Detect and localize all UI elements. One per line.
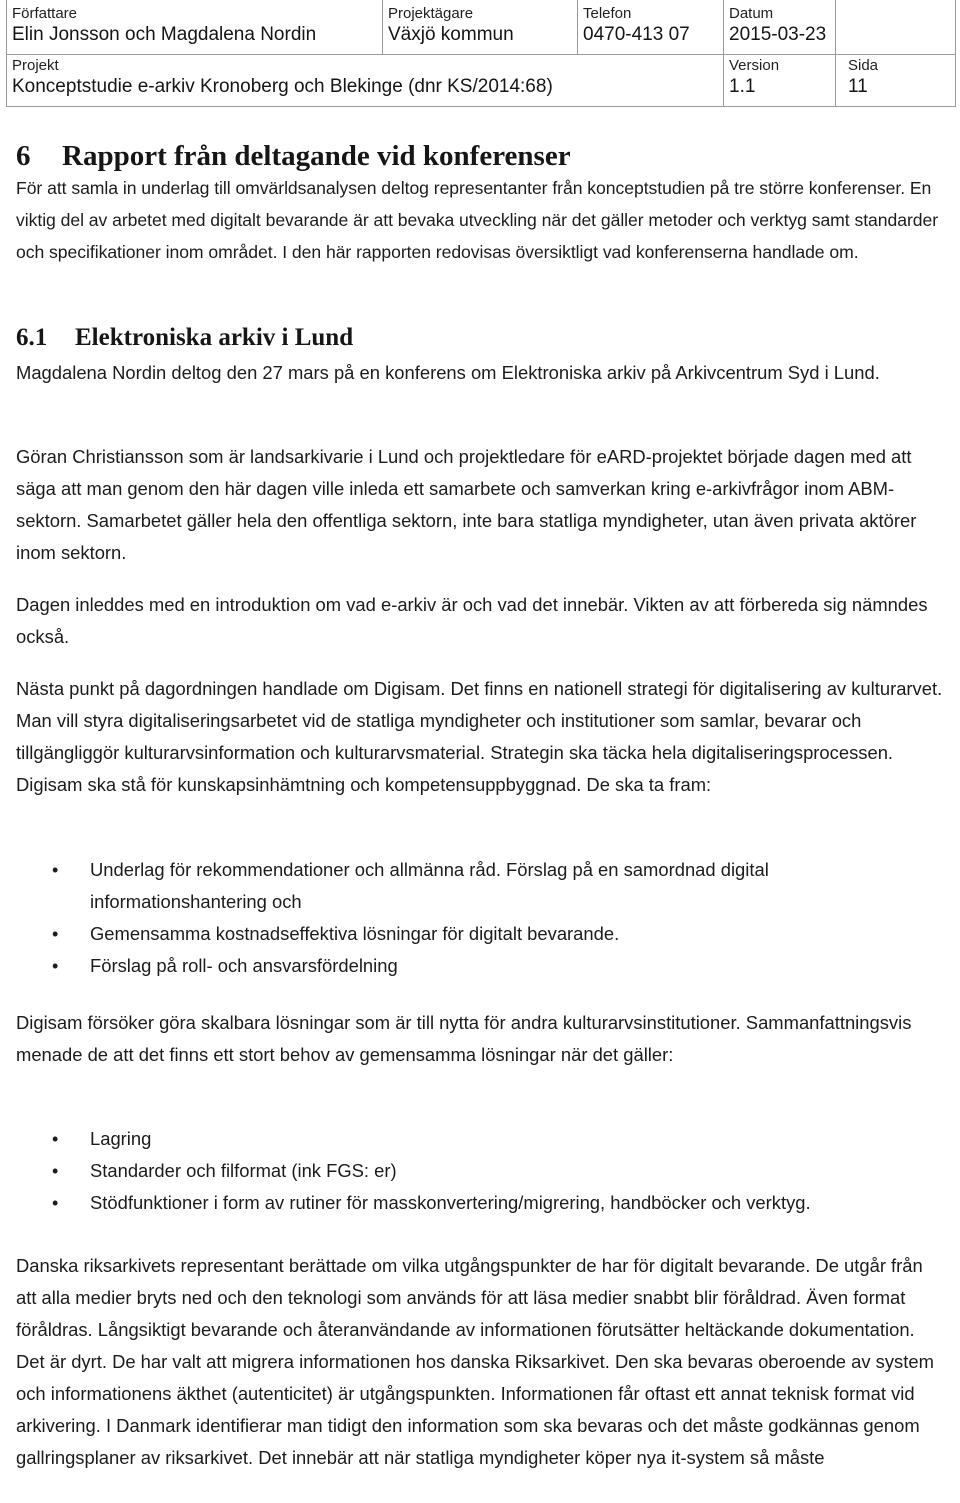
bullet-list xyxy=(16,1123,946,1219)
bullet-icon: • xyxy=(52,924,59,944)
paragraph: Göran Christiansson som är landsarkivarie i Lund och projektledare för eARD-projektet började dagen med att säga att man genom den här dagen ville inleda ett samarbete och samverkan kring e-arkivfrågor inom ABM-sektorn. Samarbetet gäller hela den offentliga sektorn, inte bara statliga myndigheter, utan även privata aktörer inom sektorn. xyxy=(16,446,917,563)
page-label: Sida xyxy=(848,57,879,74)
section-intro: För att samla in underlag till omvärldsanalysen deltog representanter från konceptstudien på tre större konferenser. En viktig del av arbetet med digitalt bevarande är att bevaka utveckling när det gäller metoder och verktyg samt standarder och specifikationer inom området. I den här rapporten redovisas översiktligt vad konferenserna handlade om. xyxy=(16,178,939,262)
paragraph: Digisam försöker göra skalbara lösningar som är till nytta för andra kulturarvsinstitutioner. Sammanfattningsvis menade de att det finns ett stort behov av gemensamma lösningar när det gäller: xyxy=(16,1012,912,1065)
paragraph: Danska riksarkivets representant berättade om vilka utgångspunkter de har för digitalt bevarande. De utgår från att alla medier bryts ned och den teknologi som används för att läsa medier snabbt blir föråldrad. Även format föråldras. Långsiktigt bevarande och återanvändande av informationen förutsätter heltäckande dokumentation. Det är dyrt. De har valt att migrera informationen hos danska Riksarkivet. Den ska bevaras oberoende av system och informationens äkthet (autenticitet) är utgångspunkten. Informationen får oftast ett annat teknisk format vid arkivering. I Danmark identifierar man tidigt den information som ska bevaras och det måste godkännas genom gallringsplaner av riksarkivet. Det innebär att när statliga myndigheter köper nya it-system så måste xyxy=(16,1255,934,1468)
page-cell xyxy=(848,57,878,99)
version-value: 1.1 xyxy=(729,76,756,97)
project-cell xyxy=(12,57,553,99)
list-item xyxy=(16,1187,946,1219)
section-title: Rapport från deltagande vid konferenser xyxy=(62,140,571,172)
list-item-text: Stödfunktioner i form av rutiner för masskonvertering/migrering, handböcker och verktyg. xyxy=(90,1192,811,1213)
version-label: Version xyxy=(729,57,780,74)
date-value: 2015-03-23 xyxy=(729,24,827,45)
paragraph: Nästa punkt på dagordningen handlade om Digisam. Det finns en nationell strategi för digitalisering av kulturarvet. Man vill styra digitaliseringsarbetet vid de statliga myndigheter och institutioner som samlar, bevarar och tillgängliggör kulturarvsinformation och kulturarvsmaterial. Strategin ska täcka hela digitaliseringsprocessen. Digisam ska stå för kunskapsinhämtning och kompetensuppbyggnad. De ska ta fram: xyxy=(16,678,943,795)
subsection-heading xyxy=(16,320,353,356)
header-divider xyxy=(723,0,724,106)
list-item xyxy=(16,918,946,950)
owner-label: Projektägare xyxy=(388,5,474,22)
author-cell xyxy=(12,5,316,47)
bullet-list xyxy=(16,854,946,982)
project-label: Projekt xyxy=(12,57,59,74)
section-number: 6 xyxy=(16,140,31,172)
date-cell xyxy=(729,5,826,47)
list-item xyxy=(16,1123,946,1155)
header-divider xyxy=(7,54,955,55)
owner-cell xyxy=(388,5,514,47)
page-number: 11 xyxy=(848,76,868,97)
header-divider xyxy=(577,0,578,54)
date-label: Datum xyxy=(729,5,774,22)
list-item-text: Underlag för rekommendationer och allmänna råd. Förslag på en samordnad digital informationshantering och xyxy=(90,859,769,912)
header-divider xyxy=(835,0,836,106)
phone-cell xyxy=(583,5,690,47)
list-item-text: Lagring xyxy=(90,1128,152,1149)
owner-value: Växjö kommun xyxy=(388,24,514,45)
section-heading xyxy=(16,135,571,177)
list-item xyxy=(16,1155,946,1187)
phone-value: 0470-413 07 xyxy=(583,24,690,45)
subsection-title: Elektroniska arkiv i Lund xyxy=(75,324,354,351)
document-header xyxy=(6,0,956,107)
list-item xyxy=(16,854,946,918)
bullet-icon: • xyxy=(52,860,59,880)
project-value: Konceptstudie e-arkiv Kronoberg och Blekinge (dnr KS/2014:68) xyxy=(12,76,553,97)
list-item-text: Förslag på roll- och ansvarsfördelning xyxy=(90,955,398,976)
list-item-text: Gemensamma kostnadseffektiva lösningar för digitalt bevarande. xyxy=(90,923,620,944)
bullet-icon: • xyxy=(52,1161,59,1181)
version-cell xyxy=(729,57,779,99)
paragraph: Dagen inleddes med en introduktion om vad e-arkiv är och vad det innebär. Vikten av att förbereda sig nämndes också. xyxy=(16,594,928,647)
bullet-icon: • xyxy=(52,1129,59,1149)
author-value: Elin Jonsson och Magdalena Nordin xyxy=(12,24,317,45)
author-label: Författare xyxy=(12,5,78,22)
list-item-text: Standarder och filformat (ink FGS: er) xyxy=(90,1160,397,1181)
list-item xyxy=(16,950,946,982)
bullet-icon: • xyxy=(52,956,59,976)
subsection-number: 6.1 xyxy=(16,324,48,351)
phone-label: Telefon xyxy=(583,5,632,22)
paragraph: Magdalena Nordin deltog den 27 mars på en konferens om Elektroniska arkiv på Arkivcentrum Syd i Lund. xyxy=(16,362,880,383)
header-divider xyxy=(382,0,383,54)
bullet-icon: • xyxy=(52,1193,59,1213)
